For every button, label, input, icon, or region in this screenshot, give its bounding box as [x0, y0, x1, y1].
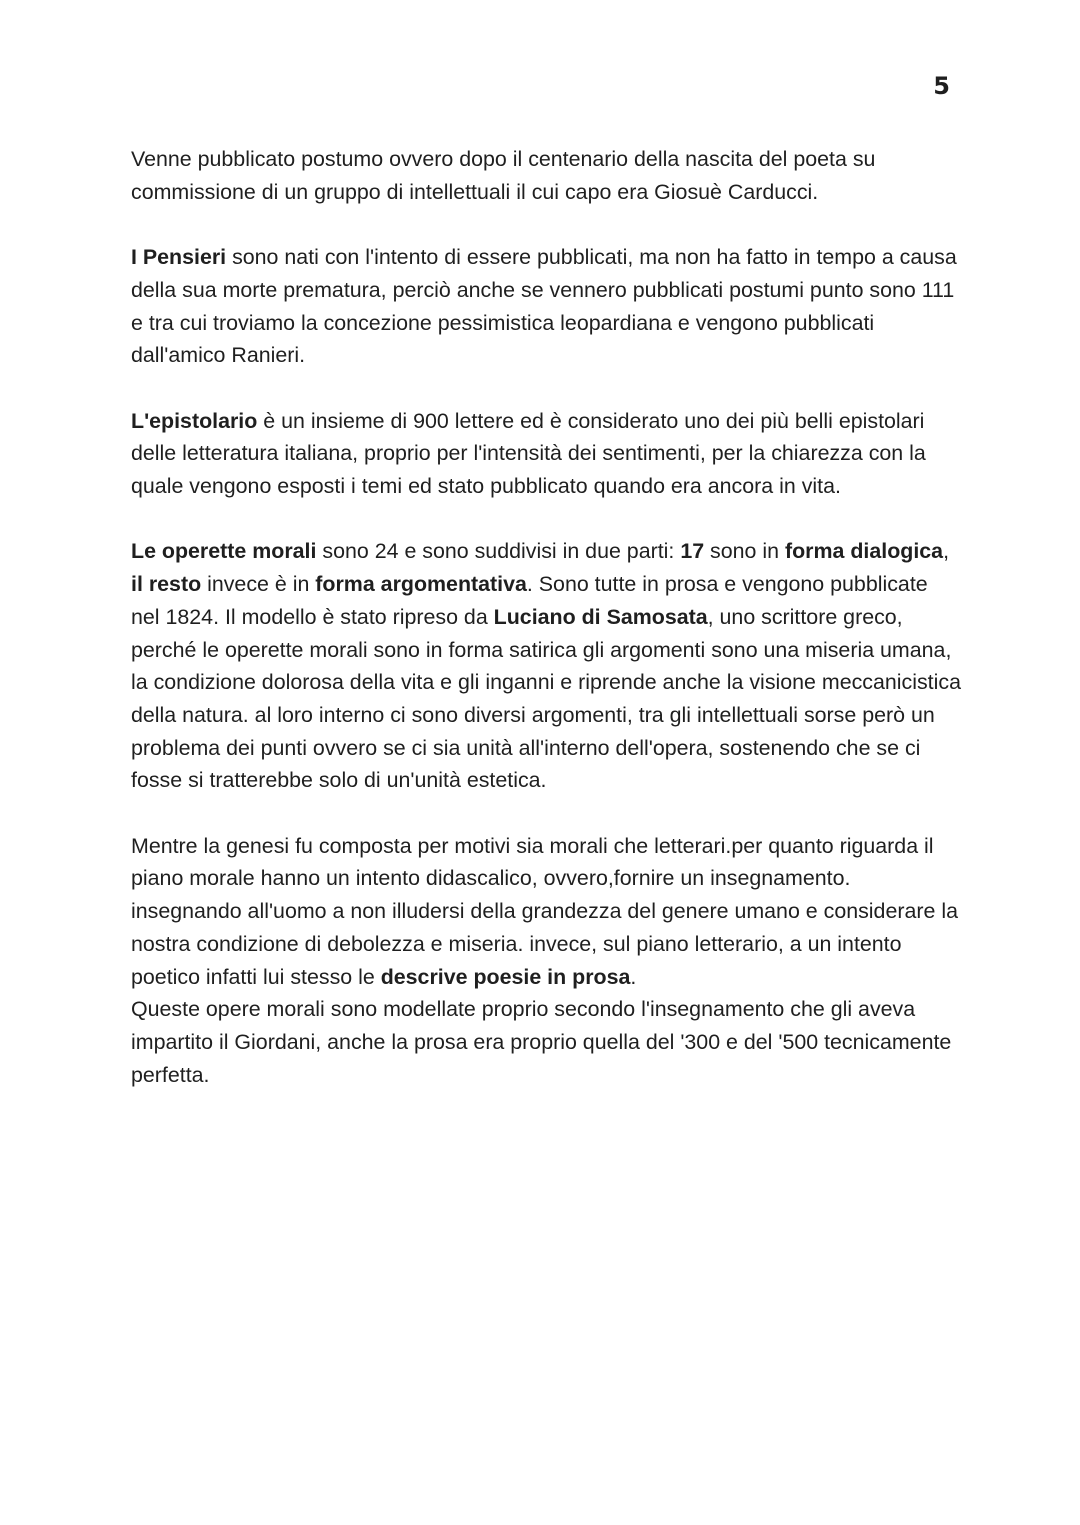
bold-text-run: forma dialogica — [784, 539, 944, 564]
bold-text-run: Le operette morali — [131, 539, 317, 564]
text-run: sono nati con l'intento di essere pubblicati, ma non ha fatto in tempo a causa della sua morte prematura, perciò anche se vennero pubblicati postumi punto sono 111 e tra cui troviamo la concezione pessimistica leopardiana e vengono pubblicati dall'amico Ranieri. — [131, 245, 957, 368]
text-run: Queste opere morali sono modellate proprio secondo l'insegnamento che gli aveva impartito il Giordani, anche la prosa era proprio quella del '300 e del '500 tecnicamente perfetta. — [131, 997, 952, 1087]
bold-text-run: descrive poesie in prosa — [380, 964, 631, 989]
bold-text-run: Luciano di Samosata — [493, 604, 708, 629]
paragraph-genesi — [131, 830, 961, 994]
bold-text-run: I Pensieri — [131, 245, 227, 270]
text-run: . — [630, 964, 637, 989]
text-run: , — [943, 539, 950, 564]
paragraph-modello-giordani — [131, 993, 961, 1091]
text-run: è un insieme di 900 lettere ed è considerato uno dei più belli epistolari delle letteratura italiana, proprio per l'intensità dei sentimenti, per la chiarezza con la quale vengono esposti i temi ed stato pubblicato quando era ancora in vita. — [131, 408, 926, 498]
text-run: . Sono tutte in prosa e vengono pubblicate nel 1824. Il modello è stato ripreso da — [131, 572, 928, 629]
paragraph-epistolario — [131, 405, 961, 503]
page-number: 5 — [933, 72, 950, 100]
text-run: sono 24 e sono suddivisi in due parti: — [316, 539, 681, 564]
text-run: invece è in — [201, 572, 316, 597]
bold-text-run: 17 — [680, 539, 705, 564]
paragraph-operette-morali — [131, 535, 961, 797]
text-run: sono in — [704, 539, 785, 564]
bold-text-run: il resto — [131, 572, 202, 597]
text-run: , uno scrittore greco, perché le operette morali sono in forma satirica gli argomenti sono una miseria umana, la condizione dolorosa della vita e gli inganni e riprende anche la visione meccanicistica della natura. al loro interno ci sono diversi argomenti, tra gli intellettuali sorse però un problema dei punti ovvero se ci sia unità all'interno dell'opera, sostenendo che se ci fosse si tratterebbe solo di un'unità estetica. — [131, 604, 961, 793]
bold-text-run: L'epistolario — [131, 408, 258, 433]
paragraph-pensieri — [131, 241, 961, 372]
bold-text-run: forma argomentativa — [315, 572, 527, 597]
document-body — [131, 143, 961, 1091]
text-run: Mentre la genesi fu composta per motivi sia morali che letterari.per quanto riguarda il piano morale hanno un intento didascalico, ovvero,fornire un insegnamento. insegnando all'uomo a non illudersi della grandezza del genere umano e considerare la nostra condizione di debolezza e miseria. invece, sul piano letterario, a un intento poetico infatti lui stesso le — [131, 833, 958, 989]
text-run: Venne pubblicato postumo ovvero dopo il centenario della nascita del poeta su commissione di un gruppo di intellettuali il cui capo era Giosuè Carducci. — [131, 147, 876, 204]
paragraph-publication — [131, 143, 961, 208]
